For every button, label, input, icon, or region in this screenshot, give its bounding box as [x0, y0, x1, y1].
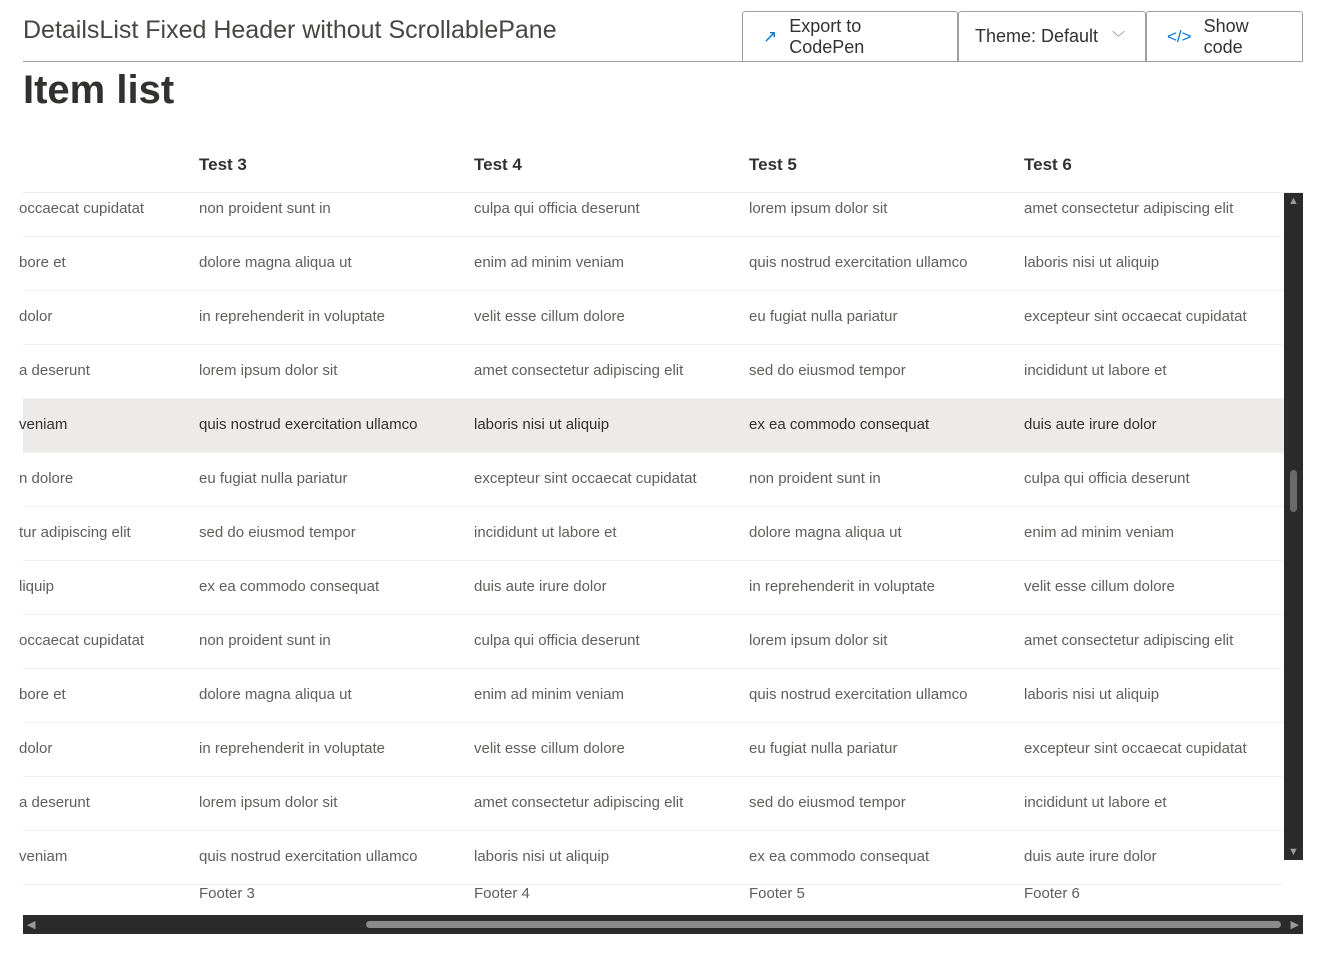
table-cell: quis nostrud exercitation ullamco [749, 686, 968, 703]
external-link-icon: ↗ [763, 26, 778, 46]
table-cell: laboris nisi ut aliquip [1024, 686, 1160, 703]
table-cell: a deserunt [19, 362, 90, 379]
table-cell: veniam [19, 416, 68, 433]
table-cell: sed do eiusmod tempor [749, 362, 906, 379]
footer-cell: Footer 3 [199, 885, 255, 902]
table-cell: lorem ipsum dolor sit [199, 794, 338, 811]
divider [23, 61, 1303, 62]
table-row[interactable] [19, 561, 1284, 615]
table-cell: incididunt ut labore et [1024, 794, 1167, 811]
table-cell: in reprehenderit in voluptate [199, 308, 385, 325]
footer-cell: Footer 5 [749, 885, 805, 902]
column-header-test-6[interactable]: Test 6 [1024, 155, 1072, 174]
table-cell: incididunt ut labore et [474, 524, 617, 541]
column-header-test-3[interactable]: Test 3 [199, 155, 247, 174]
table-cell: eu fugiat nulla pariatur [199, 470, 348, 487]
vertical-scrollbar[interactable] [1284, 193, 1303, 860]
column-header-test-5[interactable]: Test 5 [749, 155, 797, 174]
table-row[interactable] [19, 777, 1284, 831]
table-cell: velit esse cillum dolore [474, 740, 625, 757]
theme-dropdown[interactable] [958, 11, 1146, 61]
horizontal-scroll-thumb[interactable] [366, 921, 1281, 928]
footer-cell: Footer 4 [474, 885, 530, 902]
table-cell: enim ad minim veniam [474, 686, 625, 703]
table-cell: culpa qui officia deserunt [474, 632, 640, 649]
export-to-codepen-button[interactable] [742, 11, 958, 61]
table-cell: enim ad minim veniam [1024, 524, 1175, 541]
table-cell: bore et [19, 254, 66, 271]
table-cell: dolor [19, 308, 53, 325]
table-row[interactable] [19, 831, 1284, 885]
table-cell: laboris nisi ut aliquip [474, 848, 610, 865]
table-cell: non proident sunt in [199, 200, 331, 217]
table-cell: lorem ipsum dolor sit [749, 200, 888, 217]
table-cell: liquip [19, 578, 55, 595]
scroll-up-arrow-icon[interactable]: ▲ [1288, 195, 1299, 207]
table-cell: duis aute irure dolor [1024, 848, 1157, 865]
table-cell: a deserunt [19, 794, 90, 811]
table-cell: in reprehenderit in voluptate [749, 578, 935, 595]
scroll-left-arrow-icon[interactable]: ◀ [27, 919, 36, 931]
table-cell: laboris nisi ut aliquip [1024, 254, 1160, 271]
table-cell: incididunt ut labore et [1024, 362, 1167, 379]
table-cell: occaecat cupidatat [19, 200, 145, 217]
horizontal-scrollbar[interactable] [23, 915, 1303, 934]
show-code-label: Show code [1203, 15, 1249, 57]
table-cell: dolore magna aliqua ut [199, 254, 352, 271]
page-title: DetailsList Fixed Header without ScrollablePane [23, 16, 557, 44]
table-cell: non proident sunt in [199, 632, 331, 649]
theme-label: Theme: Default [975, 26, 1099, 46]
table-cell: lorem ipsum dolor sit [199, 362, 338, 379]
table-row[interactable] [19, 399, 1284, 453]
table-cell: in reprehenderit in voluptate [199, 740, 385, 757]
code-icon: </> [1167, 26, 1192, 46]
table-row[interactable] [19, 183, 1284, 237]
table-cell: excepteur sint occaecat cupidatat [474, 470, 697, 487]
table-cell: sed do eiusmod tempor [199, 524, 356, 541]
table-row[interactable] [19, 723, 1284, 777]
table-cell: amet consectetur adipiscing elit [1024, 632, 1234, 649]
table-cell: culpa qui officia deserunt [1024, 470, 1190, 487]
table-row[interactable] [19, 615, 1284, 669]
table-cell: eu fugiat nulla pariatur [749, 740, 898, 757]
chevron-down-icon: ﹀ [1111, 30, 1125, 45]
column-header-test-4[interactable]: Test 4 [474, 155, 522, 174]
table-cell: bore et [19, 686, 66, 703]
table-cell: duis aute irure dolor [1024, 416, 1157, 433]
table-cell: occaecat cupidatat [19, 632, 145, 649]
table-cell: ex ea commodo consequat [199, 578, 380, 595]
table-cell: amet consectetur adipiscing elit [474, 794, 684, 811]
table-cell: velit esse cillum dolore [1024, 578, 1175, 595]
table-cell: quis nostrud exercitation ullamco [199, 416, 418, 433]
table-cell: non proident sunt in [749, 470, 881, 487]
table-cell: n dolore [19, 470, 74, 487]
table-row[interactable] [19, 453, 1284, 507]
list-heading: Item list [23, 68, 175, 112]
table-cell: tur adipiscing elit [19, 524, 131, 541]
scroll-down-arrow-icon[interactable]: ▼ [1288, 846, 1299, 858]
table-cell: excepteur sint occaecat cupidatat [1024, 740, 1247, 757]
table-row[interactable] [19, 669, 1284, 723]
table-cell: dolore magna aliqua ut [199, 686, 352, 703]
table-cell: veniam [19, 848, 68, 865]
table-row[interactable] [19, 237, 1284, 291]
table-cell: ex ea commodo consequat [749, 848, 930, 865]
table-cell: duis aute irure dolor [474, 578, 607, 595]
table-cell: amet consectetur adipiscing elit [474, 362, 684, 379]
list-body [19, 193, 1284, 865]
table-cell: quis nostrud exercitation ullamco [199, 848, 418, 865]
table-cell: culpa qui officia deserunt [474, 200, 640, 217]
table-cell: dolor [19, 740, 53, 757]
table-row[interactable] [19, 507, 1284, 561]
export-label: Export to CodePen [789, 15, 865, 57]
table-cell: quis nostrud exercitation ullamco [749, 254, 968, 271]
scroll-right-arrow-icon[interactable]: ▶ [1290, 919, 1299, 931]
table-cell: enim ad minim veniam [474, 254, 625, 271]
table-cell: lorem ipsum dolor sit [749, 632, 888, 649]
vertical-scroll-thumb[interactable] [1290, 470, 1297, 512]
table-row[interactable] [19, 291, 1284, 345]
table-row[interactable] [19, 345, 1284, 399]
table-cell: amet consectetur adipiscing elit [1024, 200, 1234, 217]
table-cell: dolore magna aliqua ut [749, 524, 902, 541]
footer-cell: Footer 6 [1024, 885, 1080, 902]
table-cell: ex ea commodo consequat [749, 416, 930, 433]
table-cell: sed do eiusmod tempor [749, 794, 906, 811]
table-cell: excepteur sint occaecat cupidatat [1024, 308, 1247, 325]
table-cell: velit esse cillum dolore [474, 308, 625, 325]
table-cell: eu fugiat nulla pariatur [749, 308, 898, 325]
table-cell: laboris nisi ut aliquip [474, 416, 610, 433]
show-code-button[interactable] [1146, 11, 1303, 61]
